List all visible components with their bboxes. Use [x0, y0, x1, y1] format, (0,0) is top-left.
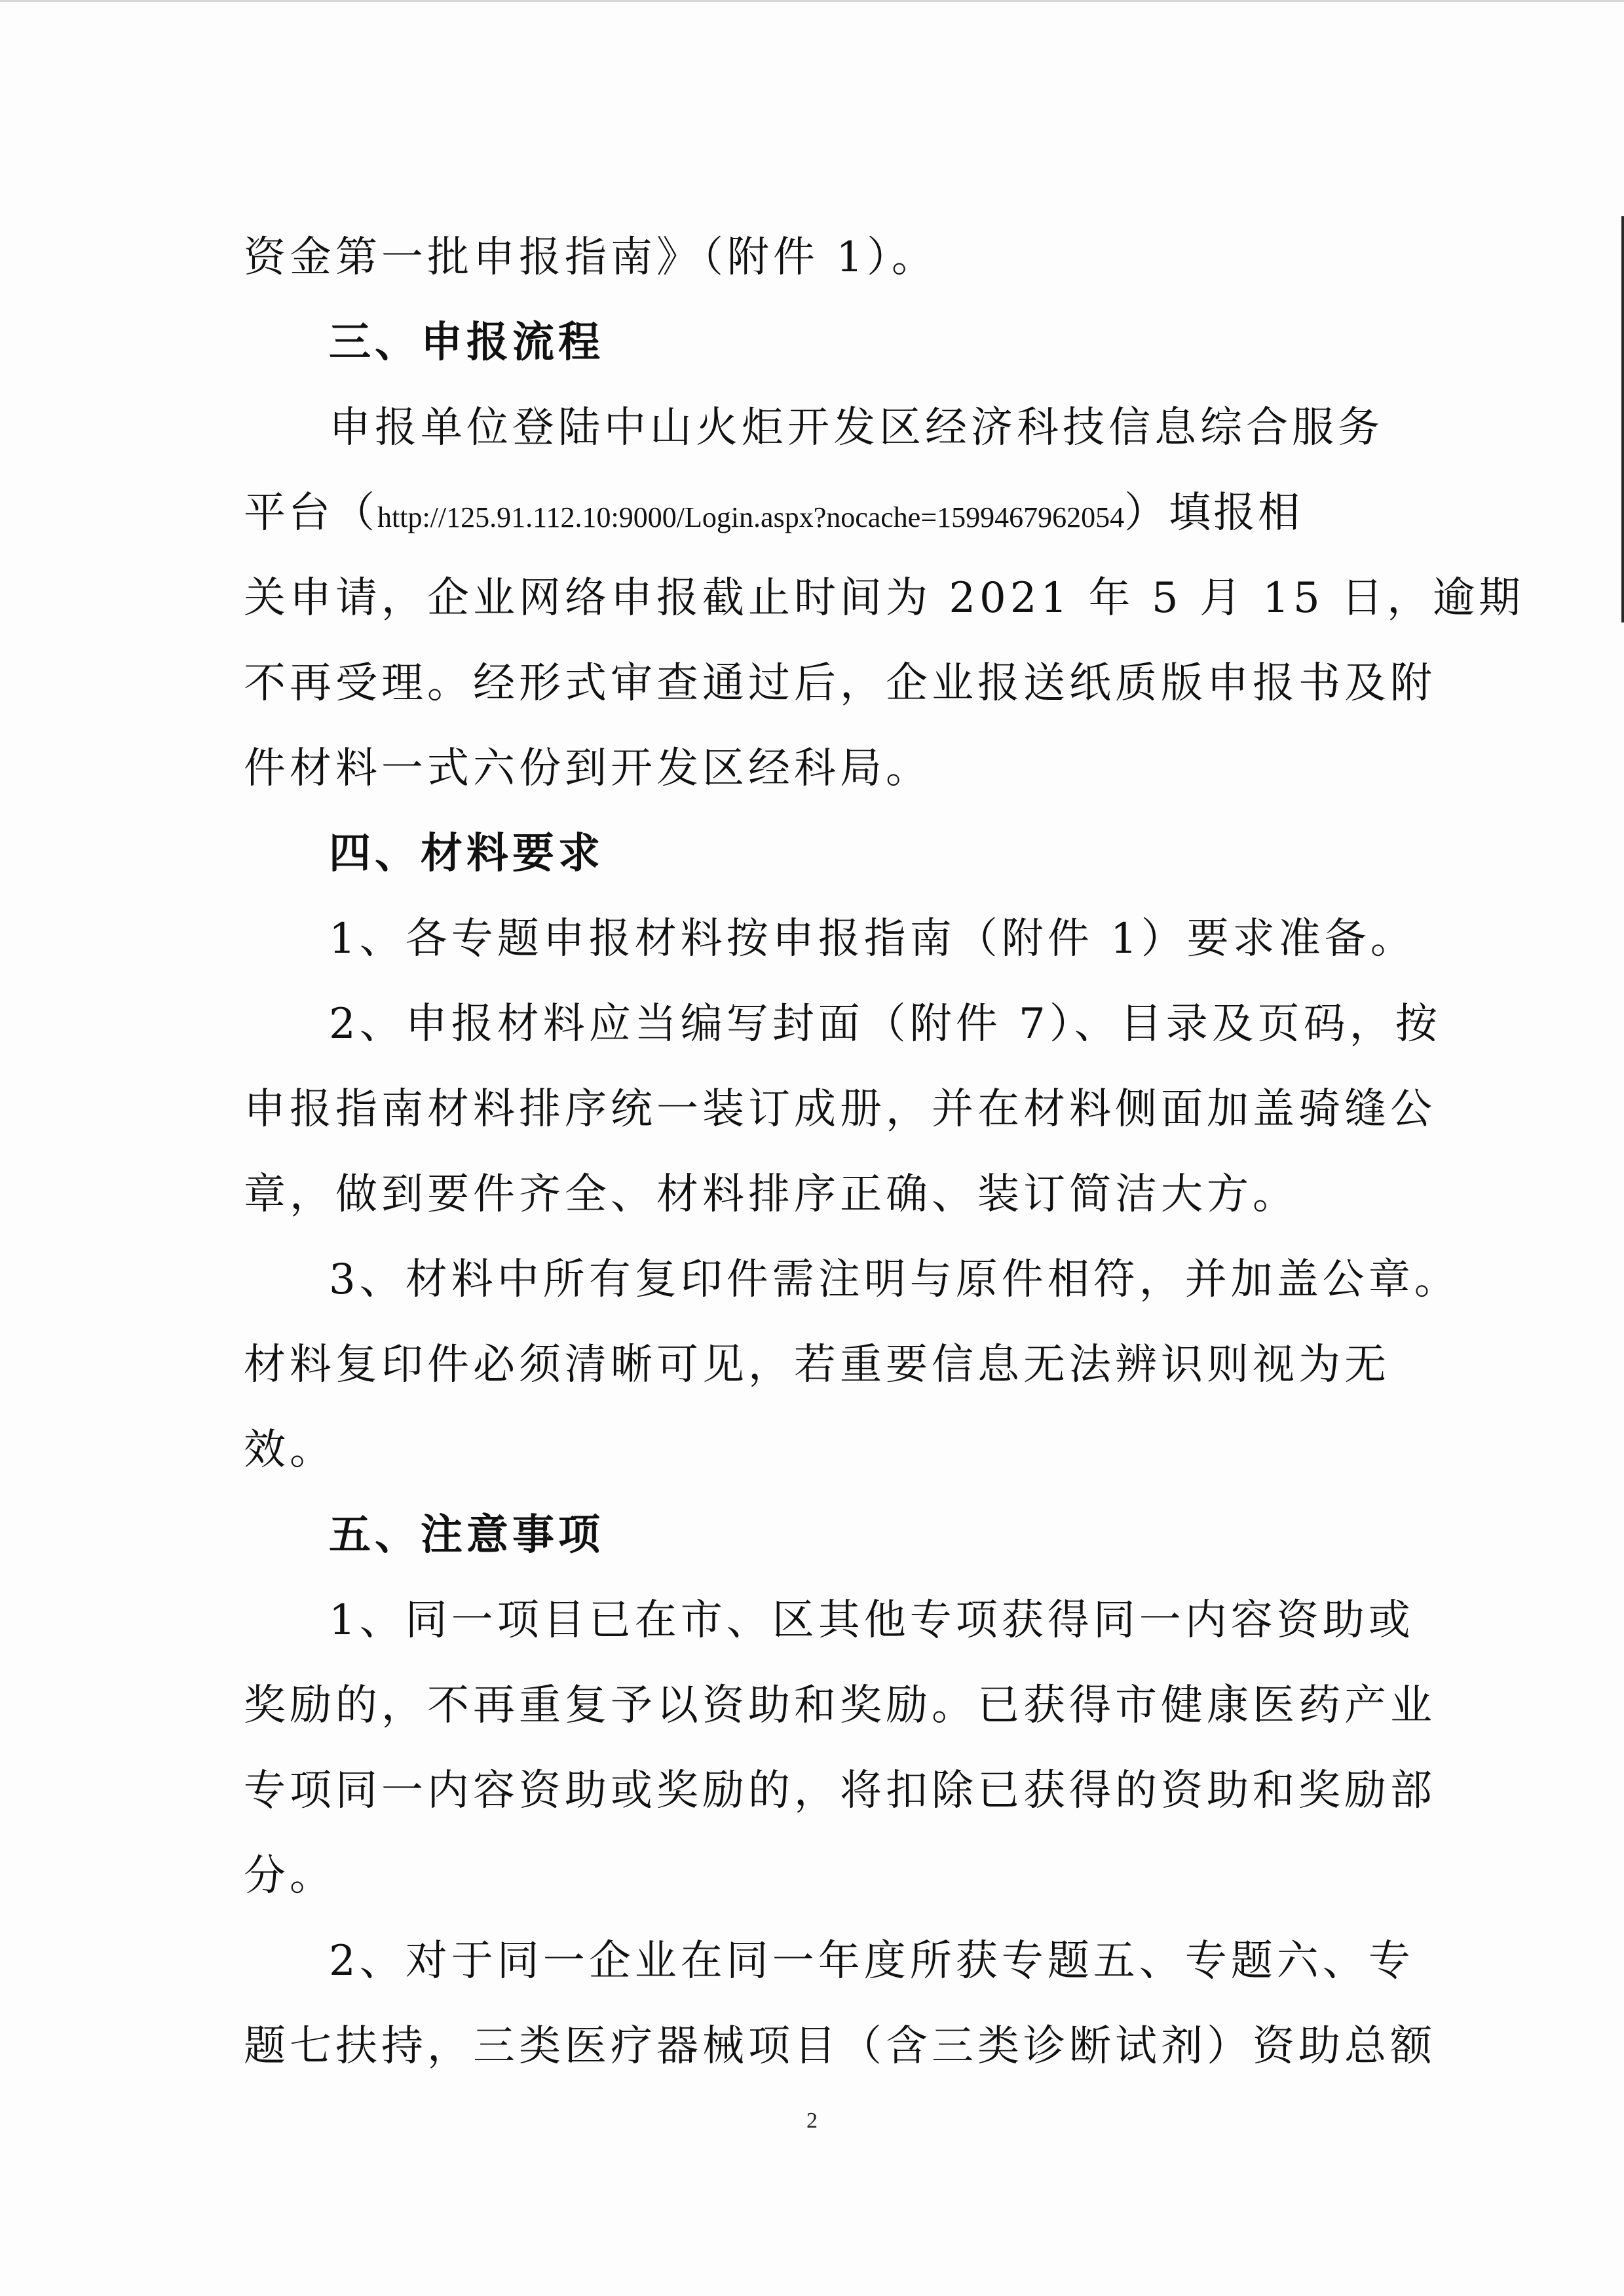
paragraph-line: 分。 — [244, 1852, 335, 1900]
paragraph-line: 奖励的，不再重复予以资助和奖励。已获得市健康医药产业 — [244, 1681, 1436, 1730]
section-heading-materials: 四、材料要求 — [329, 830, 604, 878]
text-fragment: 平台（ — [244, 489, 377, 537]
document-body — [244, 215, 1525, 2089]
paragraph-line: 题七扶持，三类医疗器械项目（含三类诊断试剂）资助总额 — [244, 2022, 1436, 2071]
paragraph-line: 材料复印件必须清晰可见，若重要信息无法辨识则视为无 — [244, 1341, 1390, 1389]
page-number: 2 — [806, 2109, 818, 2133]
section-heading-process: 三、申报流程 — [329, 318, 604, 367]
paragraph-line: 资金第一批申报指南》（附件 1）。 — [244, 233, 938, 282]
paragraph-line: 章，做到要件齐全、材料排序正确、装订简洁大方。 — [244, 1170, 1298, 1219]
paragraph-line: 申报指南材料排序统一装订成册，并在材料侧面加盖骑缝公 — [244, 1085, 1436, 1134]
paragraph-line: 效。 — [244, 1426, 335, 1474]
paragraph-line: 3、材料中所有复印件需注明与原件相符，并加盖公章。 — [329, 1255, 1460, 1304]
paragraph-line: 2、对于同一企业在同一年度所获专题五、专题六、专 — [329, 1937, 1414, 1985]
text-fragment: ）填报相 — [1124, 489, 1303, 537]
paragraph-line: 申报单位登陆中山火炬开发区经济科技信息综合服务 — [329, 404, 1384, 452]
paragraph-line: 1、各专题申报材料按申报指南（附件 1）要求准备。 — [329, 915, 1416, 963]
paragraph-line-with-url — [244, 470, 1370, 556]
platform-url: http://125.91.112.10:9000/Login.aspx?nocache=1599467962054 — [377, 501, 1125, 533]
paragraph-line: 专项同一内容资助或奖励的，将扣除已获得的资助和奖励部 — [244, 1767, 1436, 1815]
scan-edge-right — [1621, 216, 1624, 622]
paragraph-line: 关申请，企业网络申报截止时间为 2021 年 5 月 15 日，逾期 — [244, 574, 1525, 622]
paragraph-line: 1、同一项目已在市、区其他专项获得同一内容资助或 — [329, 1596, 1414, 1645]
paragraph-line: 件材料一式六份到开发区经科局。 — [244, 744, 932, 793]
section-heading-notes: 五、注意事项 — [329, 1511, 604, 1559]
paragraph-line: 2、申报材料应当编写封面（附件 7）、目录及页码，按 — [329, 1000, 1441, 1048]
scan-edge-top — [0, 0, 1624, 2]
paragraph-line: 不再受理。经形式审查通过后，企业报送纸质版申报书及附 — [244, 659, 1436, 708]
